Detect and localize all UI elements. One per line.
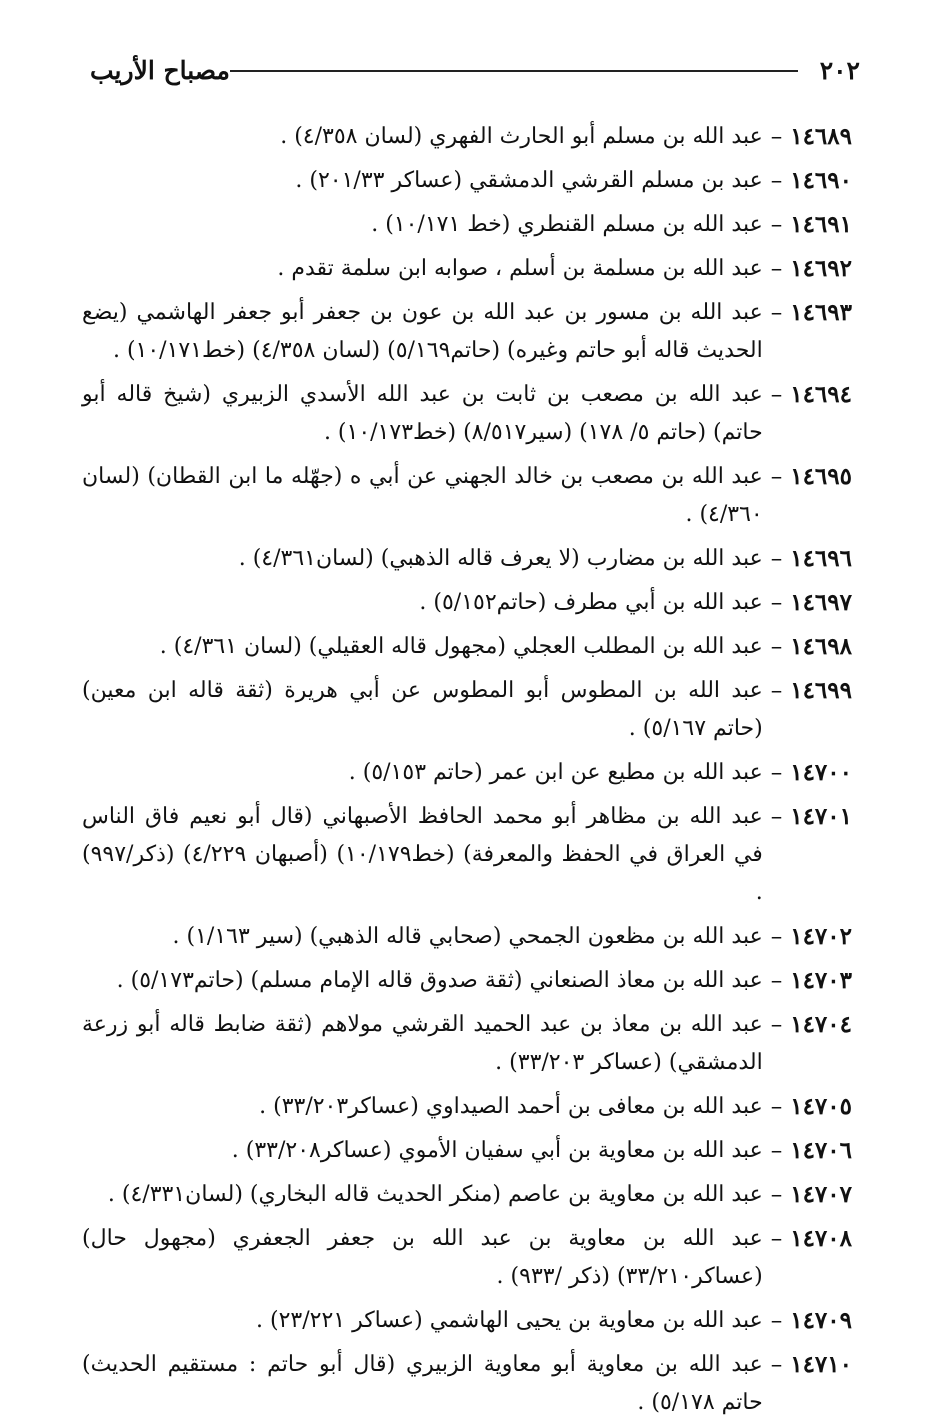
entry-dash: – <box>770 804 783 830</box>
header-rule <box>230 70 798 72</box>
list-item <box>82 1088 852 1126</box>
entry-number: ١٤٧٠٥ <box>790 1093 852 1120</box>
entry-text: عبد الله بن معاذ بن عبد الحميد القرشي مولاهم (ثقة ضابط قاله أبو زرعة الدمشقي) (عساكر ٣٣/٢٠٣) . <box>82 1012 763 1075</box>
entry-dash: – <box>770 678 783 704</box>
list-item <box>82 628 852 666</box>
entry-text: عبد الله بن معافى بن أحمد الصيداوي (عساكر٣٣/٢٠٣) . <box>259 1094 763 1119</box>
list-item <box>82 458 852 534</box>
entry-number: ١٤٧٠٧ <box>790 1181 852 1208</box>
entry-text: عبد الله بن مسلم أبو الحارث الفهري (لسان ٤/٣٥٨) . <box>280 124 763 149</box>
entries-list <box>82 118 852 1428</box>
list-item <box>82 1220 852 1296</box>
entry-dash: – <box>770 212 783 238</box>
list-item <box>82 918 852 956</box>
list-item <box>82 1176 852 1214</box>
entry-number: ١٤٦٩١ <box>790 211 852 238</box>
entry-dash: – <box>770 590 783 616</box>
entry-text: عبد الله بن مضارب (لا يعرف قاله الذهبي) (لسان٤/٣٦١) . <box>238 546 763 571</box>
entry-number: ١٤٦٩٣ <box>790 299 852 326</box>
entry-number: ١٤٧٠١ <box>790 803 852 830</box>
list-item <box>82 376 852 452</box>
entry-text: عبد الله بن مصعب بن ثابت بن عبد الله الأسدي الزبيري (شيخ قاله أبو حاتم) (حاتم ٥/ ١٧٨) (سير٨/٥١٧) (خط١٠/١٧٣) . <box>82 382 763 445</box>
list-item <box>82 962 852 1000</box>
book-title: مصباح الأريب <box>90 56 230 85</box>
entry-number: ١٤٧١٠ <box>790 1351 852 1378</box>
entry-dash: – <box>770 1352 783 1378</box>
page-header <box>90 52 860 92</box>
entry-number: ١٤٧٠٠ <box>790 759 852 786</box>
entry-text: عبد الله بن مسور بن عبد الله بن عون بن جعفر أبو جعفر الهاشمي (يضع الحديث قاله أبو حاتم وغيره) (حاتم٥/١٦٩) (لسان ٤/٣٥٨) (خط١٠/١٧١) . <box>82 300 763 363</box>
entry-dash: – <box>770 168 783 194</box>
entry-number: ١٤٧٠٢ <box>790 923 852 950</box>
entry-dash: – <box>770 124 783 150</box>
entry-text: عبد الله بن مسلمة بن أسلم ، صوابه ابن سلمة تقدم . <box>277 256 763 281</box>
entry-number: ١٤٧٠٦ <box>790 1137 852 1164</box>
entry-number: ١٤٦٩٨ <box>790 633 852 660</box>
page-number: ٢٠٢ <box>819 56 860 85</box>
list-item <box>82 672 852 748</box>
list-item <box>82 1132 852 1170</box>
list-item <box>82 584 852 622</box>
entry-dash: – <box>770 1226 783 1252</box>
list-item <box>82 540 852 578</box>
entry-number: ١٤٦٩٤ <box>790 381 852 408</box>
entry-dash: – <box>770 1012 783 1038</box>
entry-dash: – <box>770 968 783 994</box>
entry-dash: – <box>770 760 783 786</box>
entry-text: عبد الله بن معاذ الصنعاني (ثقة صدوق قاله الإمام مسلم) (حاتم٥/١٧٣) . <box>116 968 763 993</box>
entry-dash: – <box>770 1308 783 1334</box>
entry-dash: – <box>770 546 783 572</box>
entry-text: عبد الله بن معاوية بن عاصم (منكر الحديث قاله البخاري) (لسان٤/٣٣١) . <box>107 1182 763 1207</box>
entry-dash: – <box>770 1182 783 1208</box>
entry-number: ١٤٦٩٢ <box>790 255 852 282</box>
entry-number: ١٤٦٩٥ <box>790 463 852 490</box>
list-item <box>82 798 852 912</box>
entry-number: ١٤٧٠٣ <box>790 967 852 994</box>
entry-number: ١٤٦٩٩ <box>790 677 852 704</box>
list-item <box>82 206 852 244</box>
entry-text: عبد الله بن مسلم القنطري (خط ١٠/١٧١) . <box>371 212 763 237</box>
entry-dash: – <box>770 300 783 326</box>
list-item <box>82 1006 852 1082</box>
entry-dash: – <box>770 464 783 490</box>
entry-text: عبد الله بن المطلب العجلي (مجهول قاله العقيلي) (لسان ٤/٣٦١) . <box>159 634 763 659</box>
entry-number: ١٤٧٠٨ <box>790 1225 852 1252</box>
entry-dash: – <box>770 924 783 950</box>
entry-text: عبد الله بن معاوية أبو معاوية الزبيري (قال أبو حاتم : مستقيم الحديث) حاتم ٥/١٧٨) . <box>82 1352 763 1415</box>
list-item <box>82 118 852 156</box>
entry-text: عبد الله بن معاوية بن يحيى الهاشمي (عساكر ٢٣/٢٢١) . <box>256 1308 763 1333</box>
list-item <box>82 162 852 200</box>
list-item <box>82 1302 852 1340</box>
entry-dash: – <box>770 1094 783 1120</box>
entry-dash: – <box>770 634 783 660</box>
entry-text: عبد الله بن معاوية بن أبي سفيان الأموي (عساكر٣٣/٢٠٨) . <box>231 1138 763 1163</box>
entry-number: ١٤٧٠٩ <box>790 1307 852 1334</box>
entry-text: عبد الله بن أبي مطرف (حاتم٥/١٥٢) . <box>419 590 763 615</box>
entry-dash: – <box>770 256 783 282</box>
entry-text: عبد الله بن معاوية بن عبد الله بن جعفر الجعفري (مجهول حال) (عساكر٣٣/٢١٠) (ذكر /٩٣٣) . <box>82 1226 763 1289</box>
list-item <box>82 250 852 288</box>
entry-number: ١٤٦٩٧ <box>790 589 852 616</box>
list-item <box>82 754 852 792</box>
entry-number: ١٤٧٠٤ <box>790 1011 852 1038</box>
list-item <box>82 294 852 370</box>
entry-text: عبد بن مسلم القرشي الدمشقي (عساكر ٢٠١/٣٣) . <box>295 168 763 193</box>
list-item <box>82 1346 852 1422</box>
entry-dash: – <box>770 382 783 408</box>
entry-number: ١٤٦٩٦ <box>790 545 852 572</box>
entry-text: عبد الله بن المطوس أبو المطوس عن أبي هريرة (ثقة قاله ابن معين) (حاتم ٥/١٦٧) . <box>82 678 763 741</box>
entry-text: عبد الله بن مصعب بن خالد الجهني عن أبي ه (جهّله ما ابن القطان) (لسان ٤/٣٦٠) . <box>82 464 763 527</box>
entry-text: عبد الله بن مطيع عن ابن عمر (حاتم ٥/١٥٣) . <box>348 760 763 785</box>
entry-text: عبد الله بن مظعون الجمحي (صحابي قاله الذهبي) (سير ١/١٦٣) . <box>172 924 763 949</box>
entry-dash: – <box>770 1138 783 1164</box>
entry-number: ١٤٦٨٩ <box>790 123 852 150</box>
entry-number: ١٤٦٩٠ <box>790 167 852 194</box>
entry-text: عبد الله بن مظاهر أبو محمد الحافظ الأصبهاني (قال أبو نعيم فاق الناس في العراق في الحفظ والمعرفة) (خط١٠/١٧٩) (أصبهان ٤/٢٢٩) (ذكر/٩٩٧) . <box>82 804 763 905</box>
